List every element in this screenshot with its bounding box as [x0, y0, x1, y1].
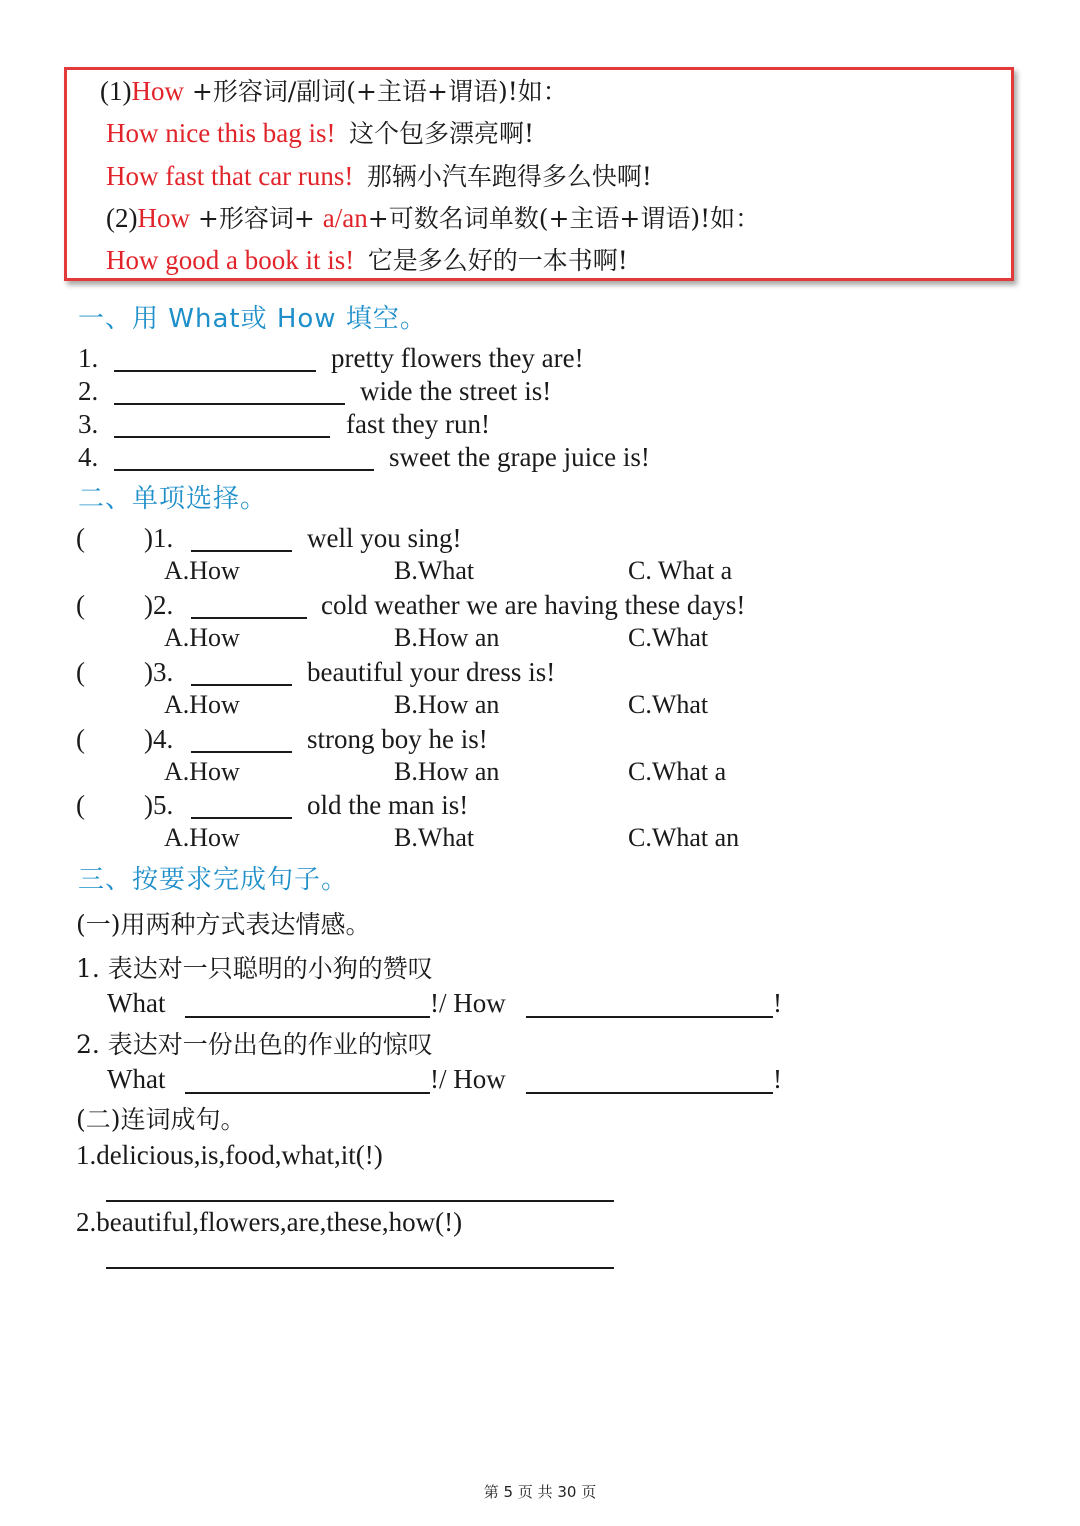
- fill-item-1: 1.: [78, 343, 99, 373]
- q2-blank[interactable]: [191, 617, 307, 619]
- answer-bracket-5[interactable]: (: [76, 790, 85, 820]
- fill-item-2-text: wide the street is!: [360, 376, 552, 406]
- task-2-what-label: What: [107, 1064, 166, 1094]
- q3-option-b: B.How an: [394, 690, 500, 719]
- q5-option-c: C.What an: [628, 823, 740, 852]
- q1-blank[interactable]: [191, 550, 292, 552]
- blank-2[interactable]: [114, 403, 345, 405]
- part-2-title: (二)连词成句。: [76, 1105, 246, 1134]
- arrange-2-answer-line[interactable]: [106, 1267, 614, 1269]
- task-1-what-label: What: [107, 988, 166, 1018]
- fill-item-4: 4.: [78, 442, 99, 472]
- task-1-how-blank[interactable]: [526, 1016, 773, 1018]
- q4-option-a: A.How: [164, 757, 240, 786]
- task-2-exclamation: !: [773, 1064, 782, 1094]
- task-1-exclamation: !: [773, 988, 782, 1018]
- q4-option-b: B.How an: [394, 757, 500, 786]
- q5-option-b: B.What: [394, 823, 475, 852]
- fill-item-3: 3.: [78, 409, 99, 439]
- arrange-1-answer-line[interactable]: [106, 1200, 614, 1202]
- q2-text: cold weather we are having these days!: [321, 590, 746, 620]
- section-3-title: 三、按要求完成句子。: [78, 865, 349, 895]
- q1-option-a: A.How: [164, 556, 240, 585]
- fill-item-1-text: pretty flowers they are!: [331, 343, 584, 373]
- q2-number: )2.: [144, 590, 174, 620]
- q3-number: )3.: [144, 657, 174, 687]
- q2-option-a: A.How: [164, 623, 240, 652]
- answer-bracket-3[interactable]: (: [76, 657, 85, 687]
- task-2-how-blank[interactable]: [526, 1092, 773, 1094]
- rule-1: (1)How +形容词/副词(+主语+谓语)!如：: [100, 76, 568, 106]
- task-2-prompt: 2. 表达对一份出色的作业的惊叹: [76, 1030, 433, 1059]
- q2-option-c: C.What: [628, 623, 709, 652]
- blank-1[interactable]: [114, 370, 316, 372]
- example-3: How good a book it is! 它是多么好的一本书啊!: [106, 245, 628, 275]
- fill-item-3-text: fast they run!: [346, 409, 490, 439]
- fill-item-2: 2.: [78, 376, 99, 406]
- part-1-title: (一)用两种方式表达情感。: [76, 910, 371, 939]
- q4-number: )4.: [144, 724, 174, 754]
- answer-bracket-4[interactable]: (: [76, 724, 85, 754]
- section-2-title: 二、单项选择。: [78, 484, 268, 514]
- q3-text: beautiful your dress is!: [307, 657, 556, 687]
- q3-option-c: C.What: [628, 690, 709, 719]
- q1-number: )1.: [144, 523, 174, 553]
- section-1-title: 一、用 What或 How 填空。: [78, 304, 427, 334]
- q5-number: )5.: [144, 790, 174, 820]
- blank-4[interactable]: [114, 469, 374, 471]
- q1-option-b: B.What: [394, 556, 475, 585]
- fill-item-4-text: sweet the grape juice is!: [389, 442, 650, 472]
- example-2: How fast that car runs! 那辆小汽车跑得多么快啊!: [106, 161, 652, 191]
- q5-blank[interactable]: [191, 817, 292, 819]
- q3-option-a: A.How: [164, 690, 240, 719]
- q5-text: old the man is!: [307, 790, 469, 820]
- q1-text: well you sing!: [307, 523, 462, 553]
- task-2-how-label: !/ How: [430, 1064, 506, 1094]
- answer-bracket-1[interactable]: (: [76, 523, 85, 553]
- task-1-how-label: !/ How: [430, 988, 506, 1018]
- arrange-2-words: 2.beautiful,flowers,are,these,how(!): [76, 1207, 463, 1237]
- q4-blank[interactable]: [191, 751, 292, 753]
- example-1: How nice this bag is! 这个包多漂亮啊!: [106, 118, 535, 148]
- blank-3[interactable]: [114, 436, 330, 438]
- page-number: 第 5 页 共 30 页: [483, 1483, 597, 1501]
- q2-option-b: B.How an: [394, 623, 500, 652]
- arrange-1-words: 1.delicious,is,food,what,it(!): [76, 1140, 383, 1170]
- task-2-what-blank[interactable]: [185, 1092, 430, 1094]
- task-1-prompt: 1. 表达对一只聪明的小狗的赞叹: [76, 954, 433, 983]
- q4-text: strong boy he is!: [307, 724, 488, 754]
- rule-2: (2)How +形容词+ a/an+可数名词单数(+主语+谓语)!如：: [106, 203, 761, 233]
- answer-bracket-2[interactable]: (: [76, 590, 85, 620]
- task-1-what-blank[interactable]: [185, 1016, 430, 1018]
- q4-option-c: C.What a: [628, 757, 727, 786]
- q5-option-a: A.How: [164, 823, 240, 852]
- q1-option-c: C. What a: [628, 556, 733, 585]
- q3-blank[interactable]: [191, 684, 292, 686]
